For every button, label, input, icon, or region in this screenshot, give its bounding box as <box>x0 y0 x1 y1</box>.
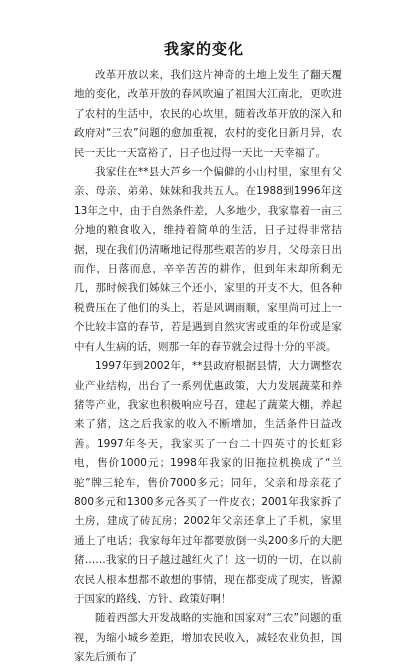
paragraph-3: 1997年到2002年，**县政府根据县情，大力调整农业产业结构，出台了一系列优惠政策，大力发展蔬菜和养猪等产业，我家也积极响应号召，建起了蔬菜大棚，养起来了猪，这之后我家的收入不断增加，生活条件日益改善。1997年冬天，我家买了一台二十四英寸的长虹彩电，售价1000元；1998年我家的旧拖拉机换成了“兰驼”牌三轮车，售价7000多元；同年，父亲和母亲花了800多元和1300多元各买了一件皮衣；2001年我家拆了土房，建成了砖瓦房；2002年父亲还拿上了手机，家里通上了电话；我家每年过年都要放倒一头200多斤的大肥猪……我家的日子越过越红火了！这一切的一切，在以前农民人根本想都不敢想的事情，现在都变成了现实，皆源于国家的路线、方针、政策好啊！ <box>74 360 342 605</box>
paragraph-2: 我家住在**县大芦乡一个偏僻的小山村里，家里有父亲、母亲、弟弟、妹妹和我共五人。在1988到1996年这13年之中，由于自然条件差，人多地少，我家靠着一亩三分地的粮食收入，维持着简单的生活，日子过得非常拮据，现在我们仍清晰地记得那些艰苦的岁月，父母亲日出而作，日落而息，辛辛苦苦的耕作，但到年末却所剩无几，那时候我们姊妹三个还小，家里的开支不大，但各种税费压在了他们的头上，若是风调雨顺，家里尚可过上一个比较丰富的春节，若是遇到自然灾害或重的年份或是家中有人生病的话，则那一年的春节就会过得十分的平淡。 <box>74 166 342 353</box>
document-body <box>74 66 342 668</box>
paragraph-1: 改革开放以来，我们这片神奇的土地上发生了翻天覆地的变化，改革开放的春风吹遍了祖国大江南北，更吹进了农村的生活中，农民的心坎里，随着改革开放的深入和政府对“三农”问题的愈加重视，农村的变化日新月异，农民一天比一天富裕了，日子也过得一天比一天幸福了。 <box>74 69 342 159</box>
page-title: 我家的变化 <box>163 40 244 58</box>
paragraph-4: 随着西部大开发战略的实施和国家对“三农”问题的重视，为缩小城乡差距，增加农民收入，减轻农业负担，国家先后颁布了 <box>74 612 342 664</box>
